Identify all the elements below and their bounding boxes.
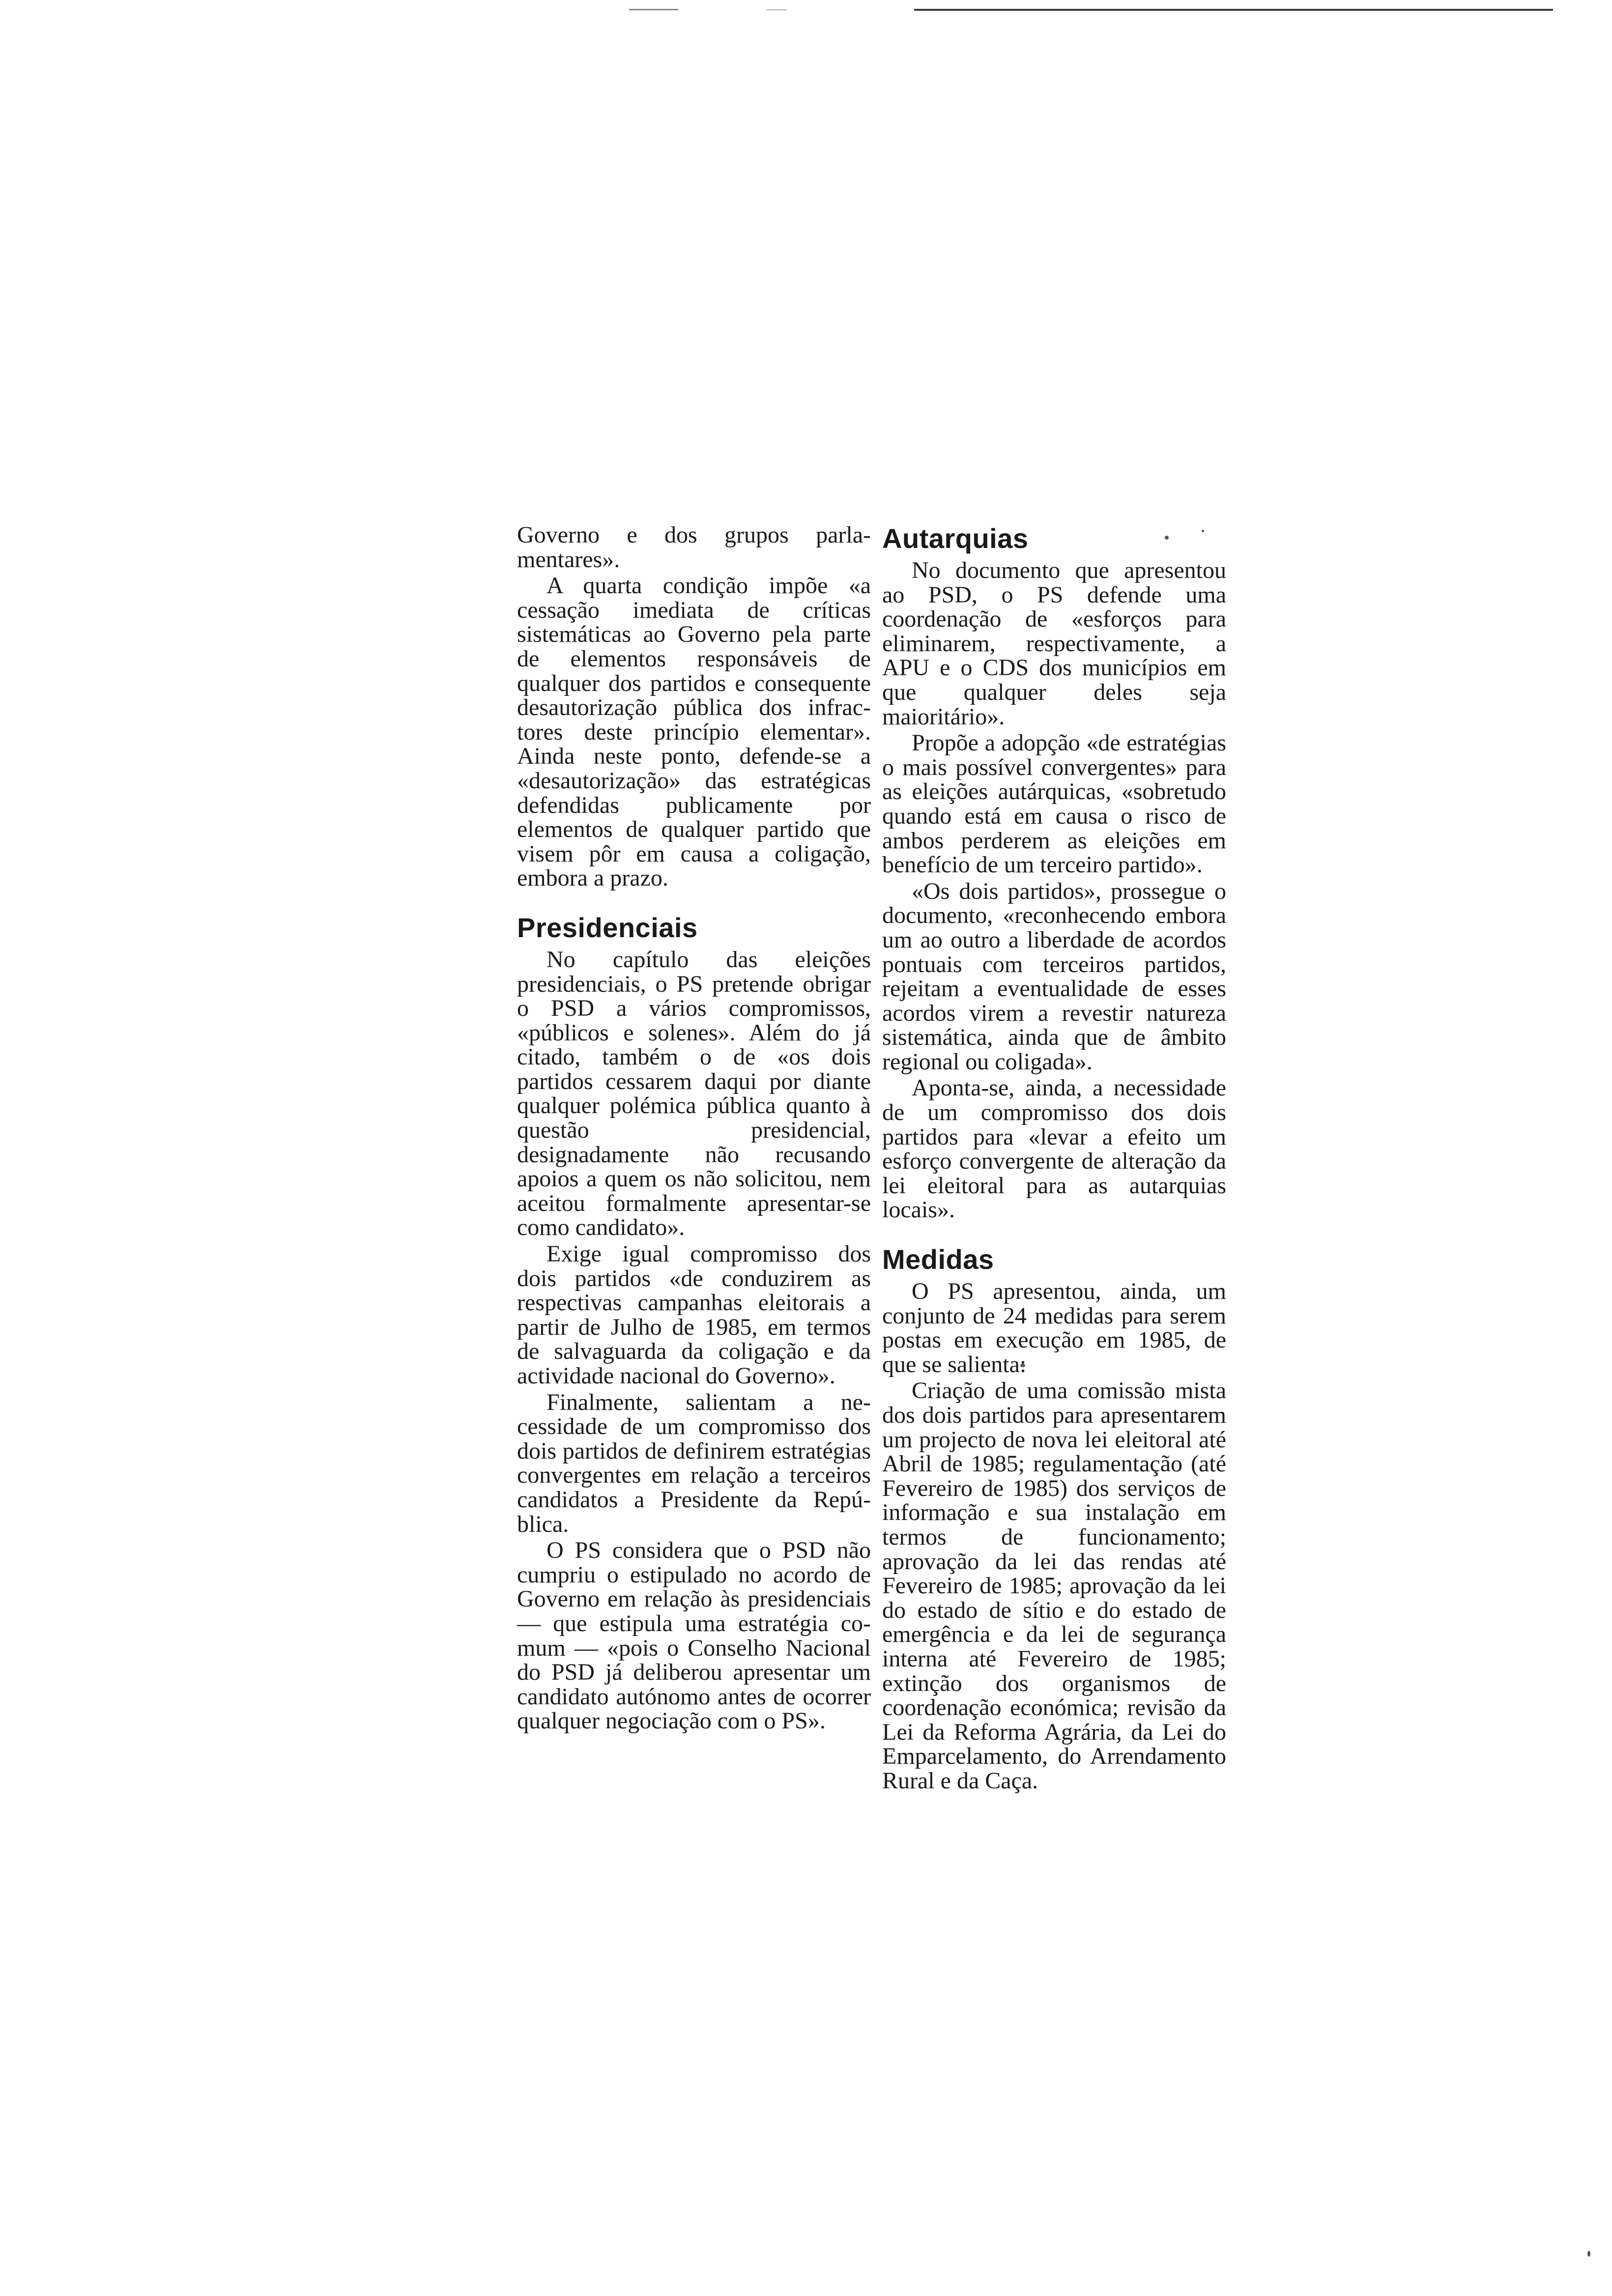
paragraph: «Os dois partidos», prossegue o documento, «reconhecendo embora um ao outro a liberdade de acordos pontuais com terceiros partidos, rejeitam a eventualidade de esses acordos virem a revestir natureza sistemática, ainda que de âmbito regional ou coligada». — [882, 878, 1226, 1075]
paragraph: O PS considera que o PSD não cumpriu o estipulado no acordo de Governo em relação às presidenciais — que estipula uma estratégia comum — «pois o Conselho Nacional do PSD já deliberou apresentar um candidato autónomo antes de ocorrer qualquer negociação com o PS». — [517, 1537, 871, 1734]
paragraph: Propõe a adopção «de estratégias o mais possível convergentes» para as eleições autárquicas, «sobretudo quando está em causa o risco de ambos perderem as eleições em benefício de um terceiro partido». — [882, 730, 1226, 878]
scan-speck — [1587, 2251, 1590, 2257]
paragraph: Criação de uma comissão mista dos dois partidos para apresentarem um projecto de nova lei eleitoral até Abril de 1985; regulamentação (até Fevereiro de 1985) dos serviços de informação e sua instalação em termos de funcionamento; aprovação da lei das rendas até Fevereiro de 1985; aprovação da lei do estado de sítio e do estado de emergência e da lei de segurança interna até Fevereiro de 1985; extinção dos organismos de coordenação económica; revisão da Lei da Reforma Agrária, da Lei do Emparcelamento, do Arrendamento Rural e da Caça. — [882, 1378, 1226, 1794]
paragraph: No capítulo das eleições presidenciais, o PS pretende obrigar o PSD a vários compromissos, «públicos e solenes». Além do já citado, também o de «os dois partidos cessarem daqui por diante qualquer polémica pública quanto à questão presidencial, designadamente não recusando apoios a quem os não solicitou, nem aceitou formalmente apresentar-se como candidato». — [517, 946, 871, 1241]
paragraph: Governo e dos grupos parlamentares». — [517, 522, 871, 573]
paragraph: O PS apresentou, ainda, um conjunto de 24 medidas para serem postas em execução em 1985, de que se salienta: — [882, 1278, 1226, 1378]
section-heading-presidenciais: Presidenciais — [517, 912, 698, 943]
section-heading-medidas: Medidas — [882, 1244, 994, 1275]
paragraph: A quarta condição impõe «a cessação imediata de críticas sistemáticas ao Governo pela parte de elementos responsáveis de qualquer dos partidos e consequente desautorização pública dos infractores deste princípio elementar». Ainda neste ponto, defende-se a «desautorização» das estratégicas defendidas publicamente por elementos de qualquer partido que visem pôr em causa a coligação, embora a prazo. — [517, 573, 871, 891]
paragraph: Aponta-se, ainda, a necessidade de um compromisso dos dois partidos para «levar a efeito um esforço convergente de alteração da lei eleitoral para as autarquias locais». — [882, 1075, 1226, 1223]
article-column-left — [517, 523, 871, 1733]
paragraph: Finalmente, salientam a necessidade de um compromisso dos dois partidos de definirem estratégias convergentes em relação a terceiros candidatos a Presidente da República. — [517, 1389, 871, 1537]
top-rule-fragment — [767, 9, 786, 10]
section-heading-autarquias: Autarquias — [882, 523, 1029, 554]
top-rule-fragment — [629, 9, 678, 10]
article-column-right — [882, 523, 1226, 1793]
paragraph: No documento que apresentou ao PSD, o PS defende uma coordenação de «esforços para eliminarem, respectivamente, a APU e o CDS dos municípios em que qualquer deles seja maioritário». — [882, 557, 1226, 730]
top-rule-main — [914, 9, 1553, 11]
paragraph: Exige igual compromisso dos dois partidos «de conduzirem as respectivas campanhas eleitorais a partir de Julho de 1985, em termos de salvaguarda da coligação e da actividade nacional do Governo». — [517, 1241, 871, 1389]
